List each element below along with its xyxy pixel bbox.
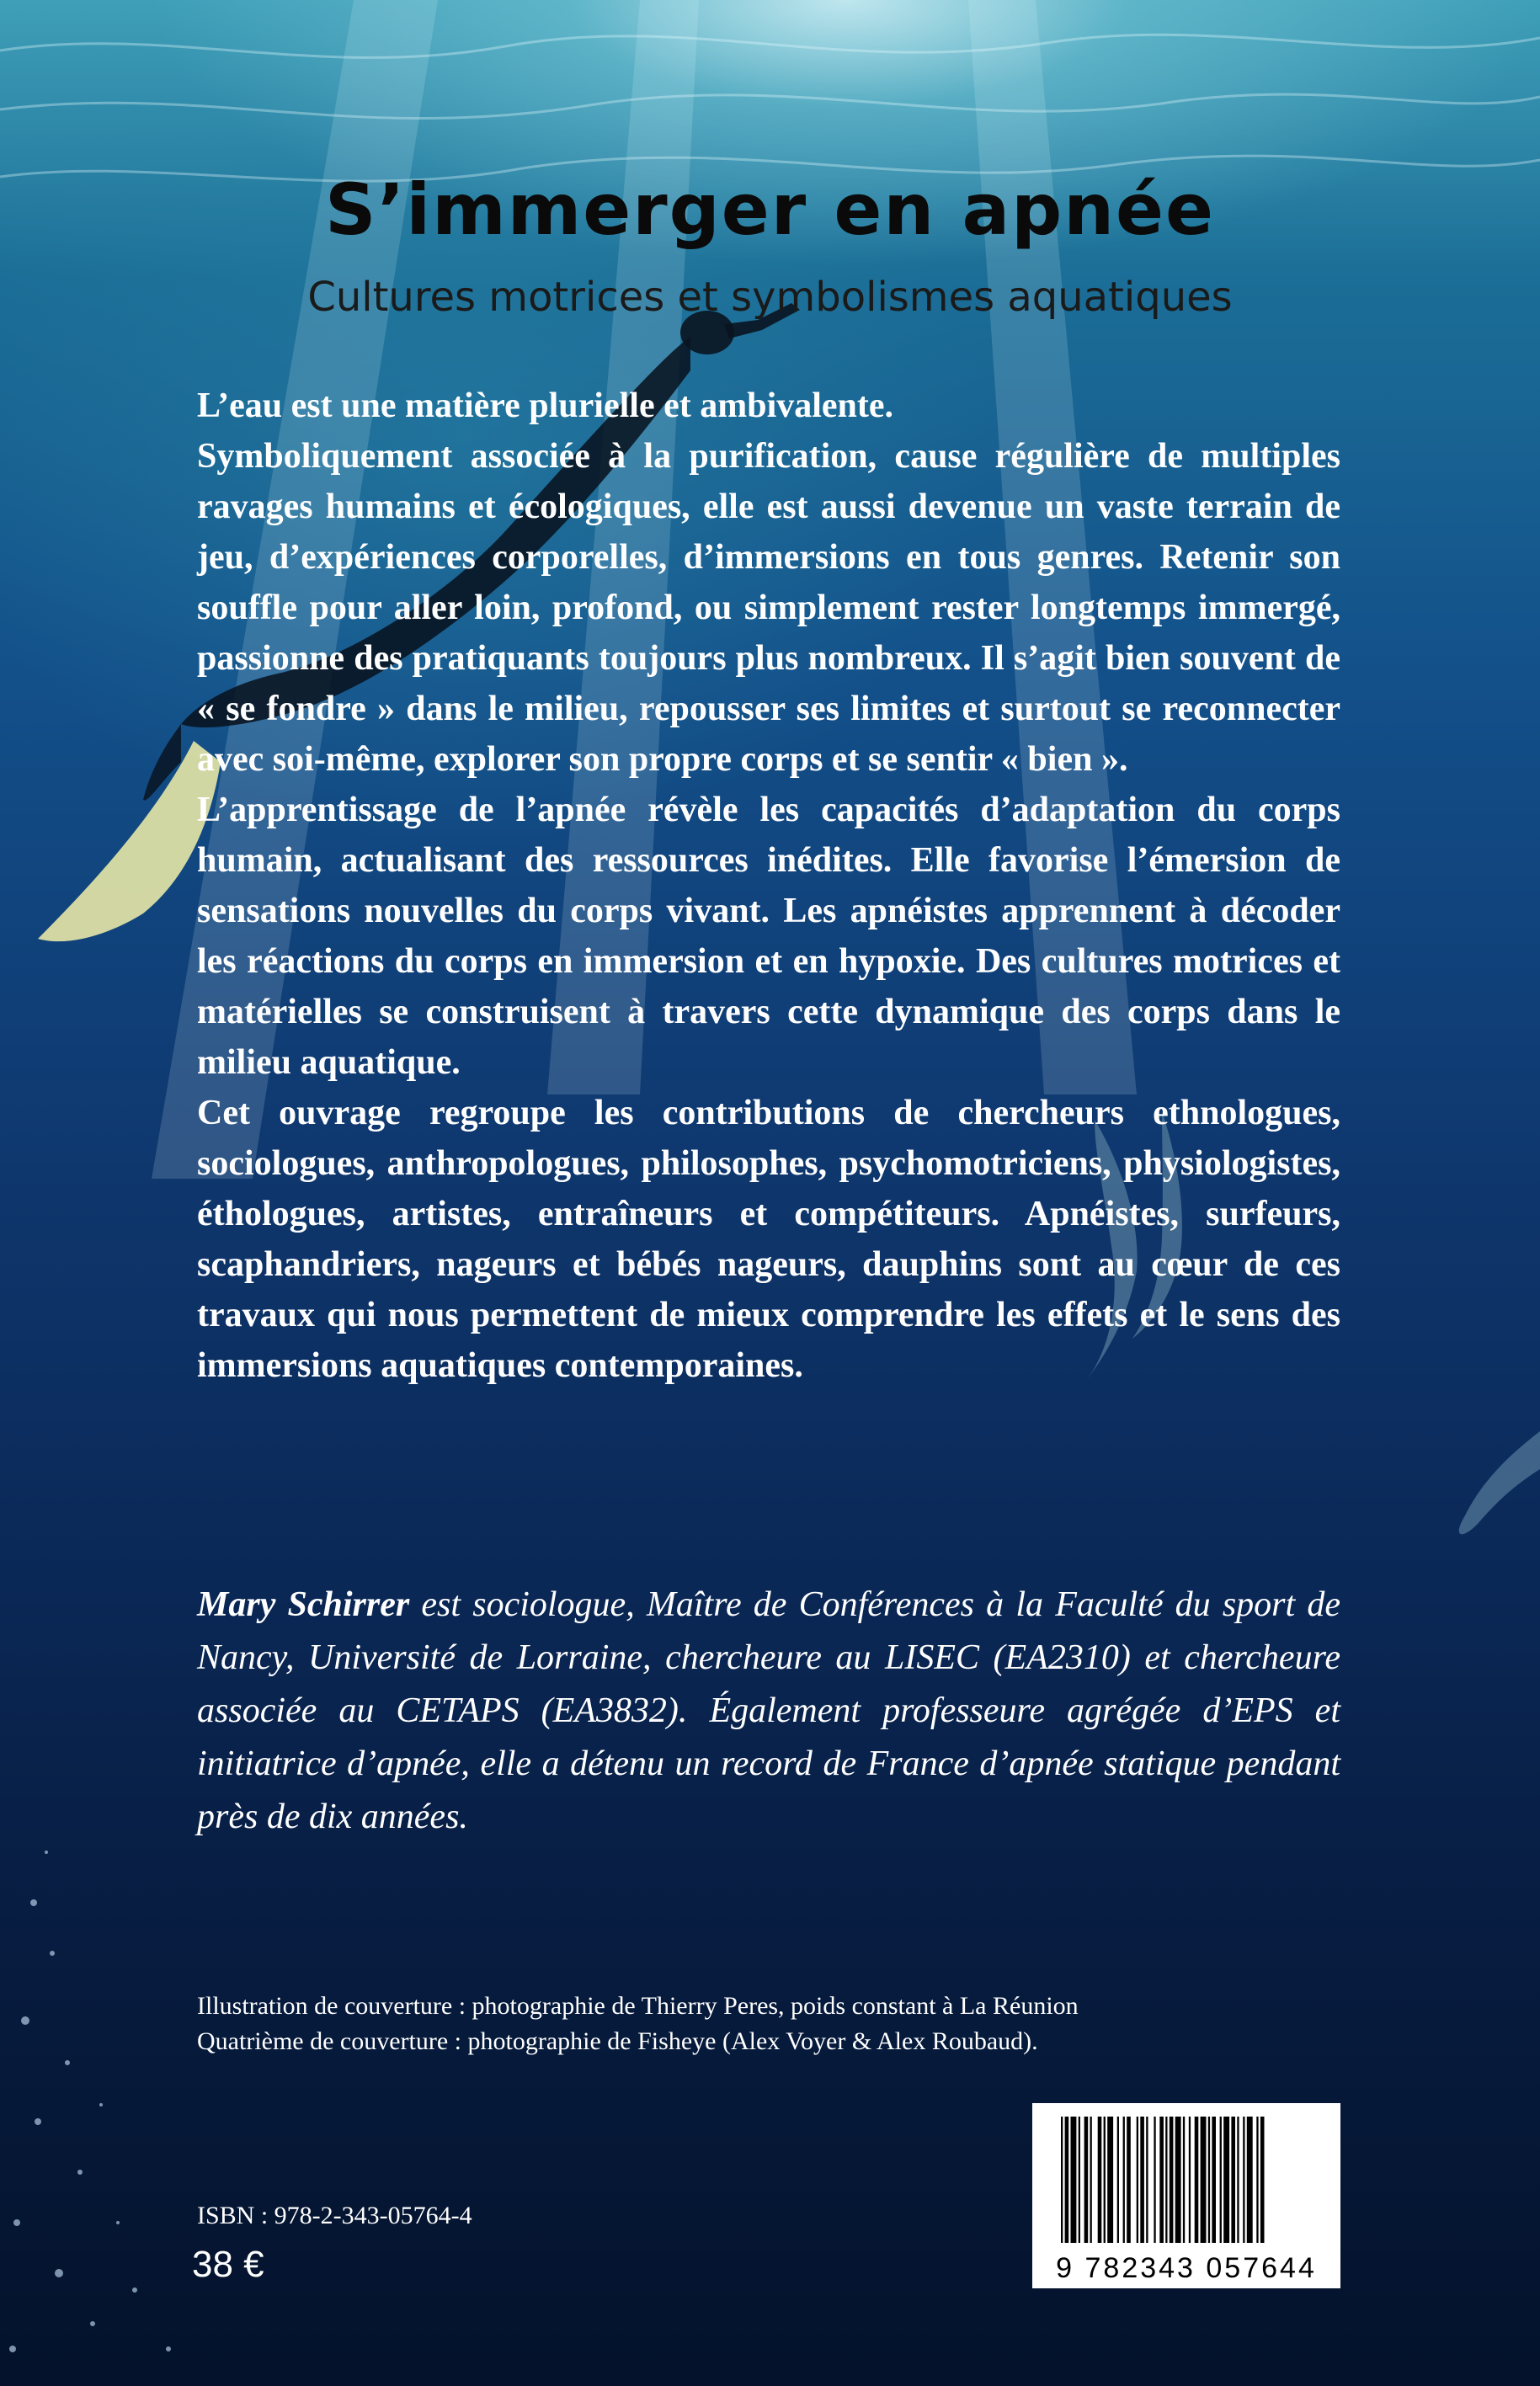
book-title: S’immerger en apnée — [325, 168, 1215, 251]
barcode-bar — [1165, 2117, 1167, 2243]
barcode-bar — [1117, 2117, 1119, 2243]
cover-credit: Illustration de couverture : photographie de Thierry Peres, poids constant à La Réunion — [197, 1992, 1079, 2020]
barcode-bar — [1107, 2117, 1113, 2243]
barcode-bar — [1189, 2117, 1191, 2243]
barcode-bar — [1079, 2117, 1080, 2243]
barcode-bar — [1256, 2117, 1258, 2243]
blurb-paragraph: Symboliquement associée à la purification, cause régulière de multiples ravages humains et écologiques, elle est aussi devenue un vaste terrain de jeu, d’expériences corporelles, d’immersions en tous genres. Retenir son souffle pour aller loin, profond, ou simplement rester longtemps immergé, passionne des pratiquants toujours plus nombreux. Il s’agit bien souvent de « se fondre » dans le milieu, repousser ses limites et surtout se reconnecter avec soi-même, explorer son propre corps et se sentir « bien ». — [197, 437, 1340, 779]
isbn-label: ISBN : 978-2-343-05764-4 — [197, 2202, 472, 2229]
author-description: est sociologue, Maître de Conférences à la Faculté du sport de Nancy, Université de Lorraine, chercheure au LISEC (EA2310) et chercheure associée au CETAPS (EA3832). Également professeure agrégée d’EPS et initiatrice d’apnée, elle a détenu un record de France d’apnée statique pendant près de dix années. — [197, 1585, 1340, 1836]
barcode-bar — [1247, 2117, 1253, 2243]
blurb-text — [197, 381, 1340, 1391]
back-credit: Quatrième de couverture : photographie de Fisheye (Alex Voyer & Alex Roubaud). — [197, 2027, 1038, 2055]
barcode-bar — [1170, 2117, 1174, 2243]
blurb-paragraph: L’apprentissage de l’apnée révèle les capacités d’adaptation du corps humain, actualisant des ressources inédites. Elle favorise l’émersion de sensations nouvelles du corps vivant. Les apnéistes apprennent à décoder les réactions du corps en immersion et en hypoxie. Des cultures motrices et matérielles se construisent à travers cette dynamique des corps dans le milieu aquatique. — [197, 791, 1340, 1082]
barcode-bar — [1220, 2117, 1222, 2243]
barcode-bar — [1146, 2117, 1148, 2243]
barcode-bar — [1237, 2117, 1239, 2243]
barcode-bar — [1201, 2117, 1207, 2243]
barcode — [1032, 2103, 1340, 2288]
barcode-bar — [1243, 2117, 1244, 2243]
barcode-digits: 9 782343 057644 — [1056, 2252, 1317, 2284]
barcode-bar — [1071, 2117, 1077, 2243]
barcode-bar — [1090, 2117, 1092, 2243]
surface-ripples — [0, 35, 1540, 181]
price-label: 38 € — [192, 2244, 264, 2285]
blurb-paragraph: L’eau est une matière plurielle et ambivalente. — [197, 386, 894, 425]
barcode-bar — [1127, 2117, 1131, 2243]
barcode-bar — [1140, 2117, 1144, 2243]
barcode-bar — [1159, 2117, 1164, 2243]
blurb-paragraph: Cet ouvrage regroupe les contributions de chercheurs ethnologues, sociologues, anthropologues, philosophes, psychomotriciens, physiologistes, éthologues, artistes, entraîneurs et compétiteurs. Apnéistes, surfeurs, scaphandriers, nageurs et bébés nageurs, dauphins sont au cœur de ces travaux qui nous permettent de mieux comprendre les effets et le sens des immersions aquatiques contemporaines. — [197, 1094, 1340, 1385]
barcode-bar — [1104, 2117, 1106, 2243]
book-subtitle: Cultures motrices et symbolismes aquatiques — [307, 274, 1233, 321]
barcode-bar — [1231, 2117, 1235, 2243]
fin-shape — [38, 741, 221, 941]
barcode-bar — [1175, 2117, 1181, 2243]
barcode-bar — [1098, 2117, 1102, 2243]
bubbles — [9, 1851, 171, 2352]
author-bio — [197, 1579, 1340, 1844]
barcode-bar — [1123, 2117, 1125, 2243]
barcode-bar — [1195, 2117, 1199, 2243]
author-name: Mary Schirrer — [197, 1585, 410, 1624]
barcode-bar — [1183, 2117, 1185, 2243]
barcode-bar — [1154, 2117, 1155, 2243]
barcode-bar — [1061, 2117, 1063, 2243]
barcode-bar — [1212, 2117, 1216, 2243]
barcode-bar — [1065, 2117, 1069, 2243]
barcode-bar — [1137, 2117, 1138, 2243]
barcode-bar — [1223, 2117, 1229, 2243]
barcode-bar — [1260, 2117, 1265, 2243]
barcode-bar — [1084, 2117, 1089, 2243]
photo-credits — [197, 1989, 1207, 2059]
barcode-bar — [1208, 2117, 1210, 2243]
